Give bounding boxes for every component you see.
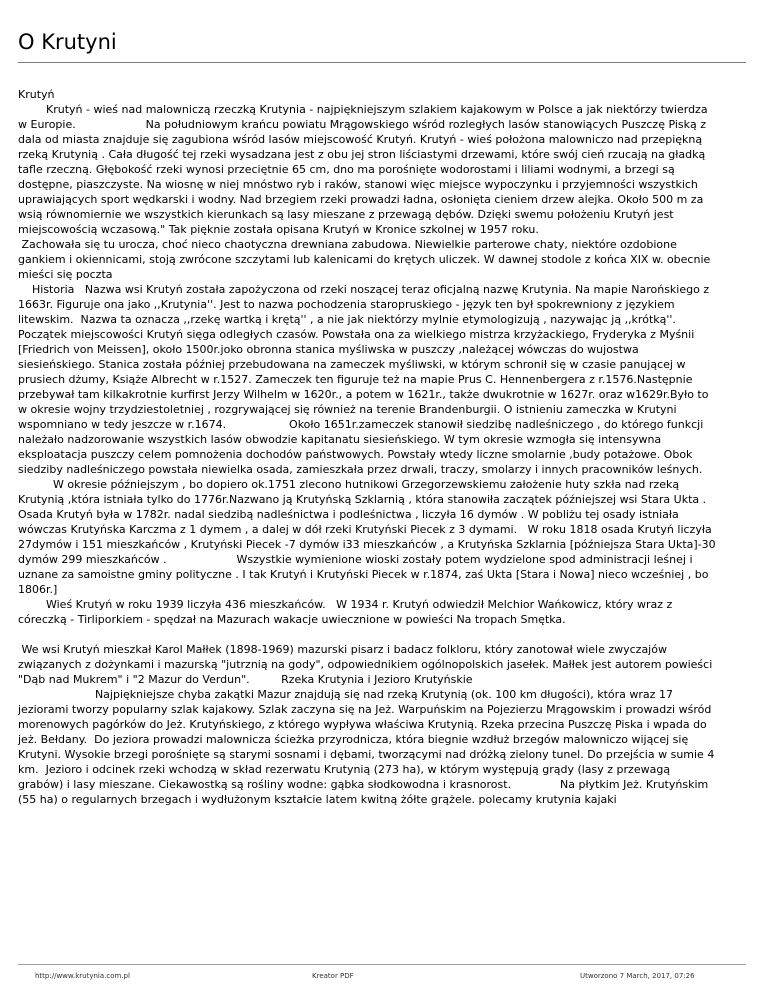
title-divider [18,62,746,63]
paragraph: Zachowała się tu urocza, choć nieco chaotyczna drewniana zabudowa. Niewielkie parterowe chaty, niektóre ozdobione gankiem i okiennicami, stoją zwrócone szczytami lub kalenicami do krętych uliczek. W dawnej stodole z końca XIX w. obecnie mieści się poczta [18,238,714,281]
footer-divider [18,964,746,965]
page-footer [0,970,768,984]
paragraph: Historia Nazwa wsi Krutyń została zapożyczona od rzeki noszącej teraz oficjalną nazwę Krutynia. Na mapie Narońskiego z 1663r. Figuruje ona jako ,,Krutynia''. Jest to nazwa pochodzenia staropruskiego - język ten był spokrewniony z językiem litewskim. Nazwa ta oznacza ,,rzekę wartką i krętą'' , a nie jak niektórzy mylnie etymologizują , nazywając ją ,,krótką''. Początek miejscowości Krutyń sięga odległych czasów. Powstała ona za wielkiego mistrza krzyżackiego, Fryderyka z Myśnii [Friedrich von Meissen], około 1500r.joko obronna stanica myśliwska w puszczy ,należącej wówczas do wujostwa siesieńskiego. Stanica została później przebudowana na zameczek myśliwski, w którym schronił się w czasie panującej w prusiech dżumy, Książe Albrecht w r.1527. Zameczek ten figuruje też na mapie Prus C. Hennenbergera z r.1576.Następnie przebywał tam kilkakrotnie kurfirst Jerzy Wilhelm w 1620r., a potem w 1621r., także dwukrotnie w 1627r. oraz w1629r.Było to w okresie wojny trzydziestoletniej , rozgrywającej się również na terenie Brandenburgii. O istnieniu zameczka w Krutyni wspomniano w tedy jeszcze w r.1674. Około 1651r.zameczek stanowił siedzibę nadleśniczego , do którego funkcji należało nadzorowanie wszystkich lasów obwodzie kapitanatu siesieńskiego. W tym okresie wzmogła się intensywna eksploatacja puszczy celem pomnożenia dochodów państwowych. Powstały wtedy liczne smolarnie ,budy potażowe. Obok siedziby nadleśniczego powstała niewielka osada, zamieszkała przez drwali, traczy, smolarzy i innych pracowników leśnych. [18,283,725,476]
paragraph: W okresie późniejszym , bo dopiero ok.1751 zlecono hutnikowi Grzegorzewskiemu założenie huty szkła nad rzeką Krutynią ,która istniała tylko do 1776r.Nazwano ją Krutyńską Szklarnią , która stanowiła zaczątek późniejszej wsi Stara Ukta . Osada Krutyń była w 1782r. nadal siedzibą nadleśnictwa i podleśnictwa , liczyła 16 dymów . W pobliżu tej osady istniała wówczas Krutyńska Karczma z 1 dymem , a dalej w dół rzeki Krutyński Piecek z 3 dymami. W roku 1818 osada Krutyń liczyła 27dymów i 151 mieszkańców , Krutyński Piecek -7 dymów i33 mieszkańców , a Krutyńska Szklarnia [późniejsza Stara Ukta]-30 dymów 299 mieszkańców . Wszystkie wymienione wioski zostały potem wydzielone spod administracji leśnej i uznane za samoistne gminy polityczne . I tak Krutyń i Krutyński Piecek w r.1874, zaś Ukta [Stara i Nowa] nieco wcześniej , bo 1806r.] [18,478,763,596]
paragraph: Wieś Krutyń w roku 1939 liczyła 436 mieszkańców. W 1934 r. Krutyń odwiedził Melchior Wańkowicz, który wraz z córeczką - Tirliporkiem - spędzał na Mazurach wakacje uwiecznione w powieści Na tropach Smętka. [18,598,676,626]
page-title: O Krutyni [18,30,117,54]
paragraph: Krutyń - wieś nad malowniczą rzeczką Krutynia - najpiękniejszym szlakiem kajakowym w Polsce a jak niektórzy twierdza w Europie. Na południowym krańcu powiatu Mrągowskiego wśród rozległych lasów stanowiących Puszczę Piską z dala od miasta znajduje się zagubiona wśród lasów miejscowość Krutyń. Krutyń - wieś położona malowniczo nad przepiękną rzeką Krutynią . Cała długość tej rzeki wysadzana jest z obu jej stron liściastymi drzewami, które swój cień rzucają na gładką tafle rzeczną. Głębokość rzeki wynosi przeciętnie 65 cm, dno ma porośnięte wodorostami i liliami wodnymi, a brzegi są dostępne, piaszczyste. Na wiosnę w niej mnóstwo ryb i raków, stanowi więc miejsce wypoczynku i przyjemności wszystkich uprawiających sport wędkarski i wodny. Nad brzegiem rzeki prowadzi ładna, osłonięta cieniem drzew alejka. Około 500 m za wsią równomiernie we wszystkich kierunkach są lasy mieszane z przewagą dębów. Dzięki swemu położeniu Krutyń jest miejscowością wczasową." Tak pięknie została opisana Krutyń w Kronice szkolnej w 1957 roku. [18,103,712,236]
paragraph: Najpiękniejsze chyba zakątki Mazur znajdują się nad rzeką Krutynią (ok. 100 km długości), która wraz 17 jeziorami tworzy popularny szlak kajakowy. Szlak zaczyna się na Jeż. Warpuńskim na Pojezierzu Mrągowskim i prowadzi wśród morenowych pagórków do Jeż. Krutyńskiego, z którego wypływa właściwa Krutynią. Rzeka przecina Puszczę Piska i wpada do jeż. Bełdany. Do jeziora prowadzi malownicza ścieżka przyrodnicza, która biegnie wzdłuż brzegów malowniczo wijącej się Krutyni. Wysokie brzegi porośnięte są starymi sosnami i dębami, tworzącymi nad dróżką zielony tunel. Do przejścia w sumie 4 km. Jezioro i odcinek rzeki wchodzą w skład rezerwatu Krutynią (273 ha), w którym występują grądy (lasy z przewagą grabów) i lasy mieszane. Ciekawostką są rośliny wodne: gąbka słodkowodna i krasnorost. Na płytkim Jeż. Krutyńskim (55 ha) o regularnych brzegach i wydłużonym kształcie latem kwitną żółte grążele. polecamy krutynia kajaki [18,688,718,806]
footer-url: http://www.krutynia.com.pl [35,972,130,980]
footer-created-date: Utworzono 7 March, 2017, 07:26 [580,972,695,980]
paragraph: We wsi Krutyń mieszkał Karol Małłek (1898-1969) mazurski pisarz i badacz folkloru, który zanotował wiele zwyczajów związanych z dożynkami i mazurską "jutrznią na gody", odpowiednikiem ogólnopolskich jasełek. Małłek jest autorem powieści "Dąb nad Mukrem" i "2 Mazur do Verdun". Rzeka Krutynia i Jezioro Krutyńskie [18,643,716,686]
footer-creator: Kreator PDF [312,972,354,980]
paragraph: Krutyń [18,88,55,101]
article-body [18,87,763,807]
